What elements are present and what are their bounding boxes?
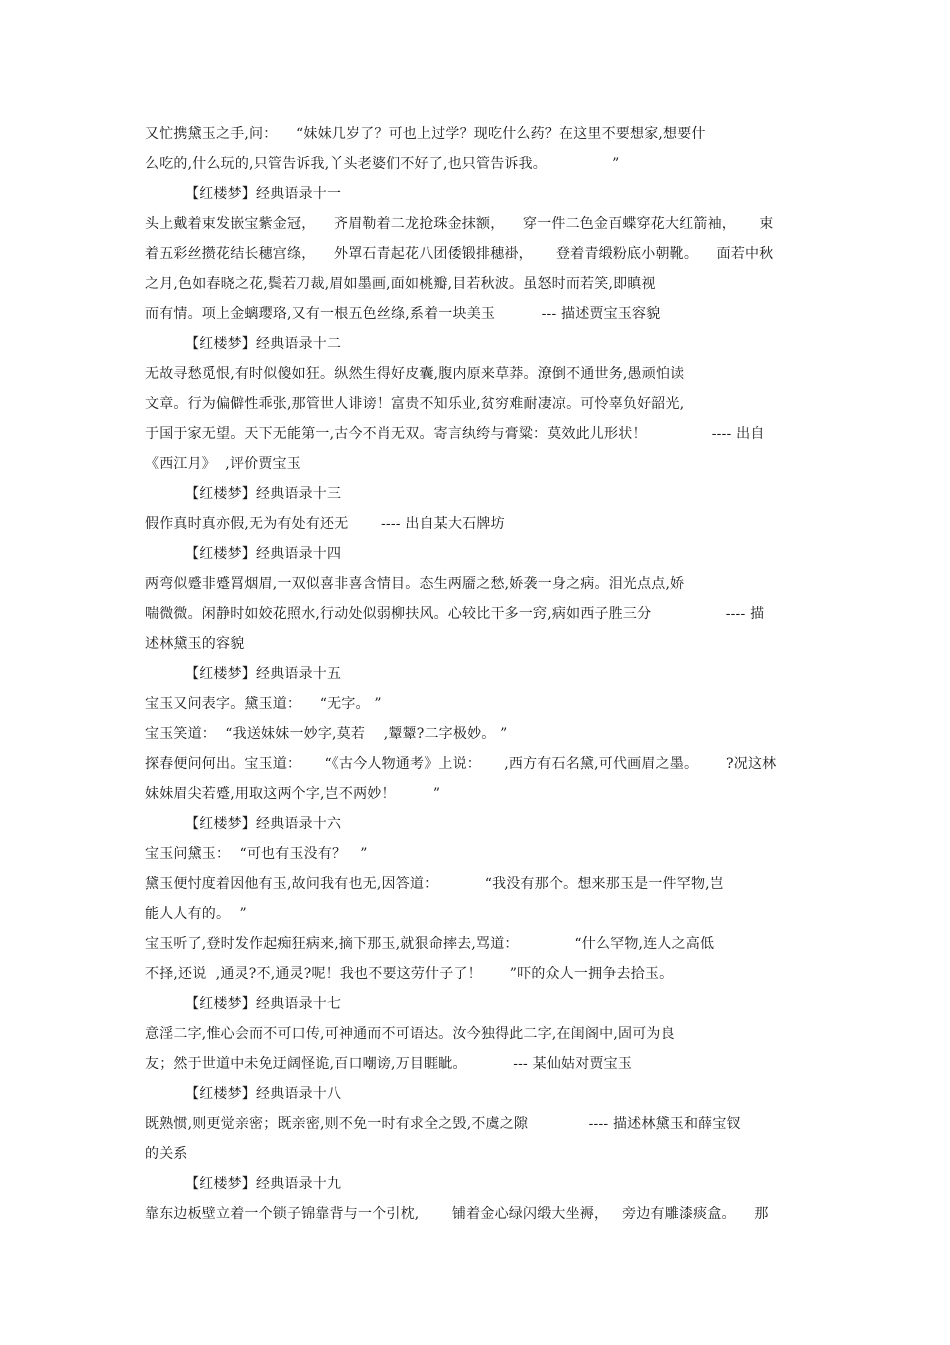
text-line: 喘微微。闲静时如姣花照水,行动处似弱柳扶风。心较比干多一窍,病如西子胜三分 ---- 描 bbox=[145, 606, 765, 622]
section-heading: 【红楼梦】经典语录十八 bbox=[185, 1086, 342, 1102]
text-line: 宝玉笑道： “我送妹妹一妙字,莫若 ,颦颦?二字极妙。 ” bbox=[145, 726, 508, 742]
text-line: 无故寻愁觅恨,有时似傻如狂。纵然生得好皮囊,腹内原来草莽。潦倒不通世务,愚顽怕读 bbox=[145, 366, 685, 382]
text-line: 意淫二字,惟心会而不可口传,可神通而不可语达。汝今独得此二字,在闺阁中,固可为良 bbox=[145, 1026, 675, 1042]
text-line: 假作真时真亦假,无为有处有还无 ---- 出自某大石牌坊 bbox=[145, 516, 505, 532]
text-line: 述林黛玉的容貌 bbox=[145, 636, 245, 652]
text-line: 探春便问何出。宝玉道： “《古今人物通考》上说： ,西方有石名黛,可代画眉之墨。 ?况这林 bbox=[145, 756, 777, 772]
text-line: 头上戴着束发嵌宝紫金冠， 齐眉勒着二龙抢珠金抹额， 穿一件二色金百蝶穿花大红箭袖， 束 bbox=[145, 216, 774, 232]
text-line: 友；然于世道中未免迂阔怪诡,百口嘲谤,万目睚眦。 --- 某仙姑对贾宝玉 bbox=[145, 1056, 633, 1072]
text-line: 宝玉问黛玉： “可也有玉没有？ ” bbox=[145, 846, 368, 862]
text-line: 不择,还说 ,通灵?不,通灵?呢！我也不要这劳什子了！ ”吓的众人一拥争去拾玉。 bbox=[145, 966, 674, 982]
text-line: 的关系 bbox=[145, 1146, 188, 1162]
text-line: 妹妹眉尖若蹙,用取这两个字,岂不两妙！ ” bbox=[145, 786, 441, 802]
text-line: 两弯似蹙非蹙罥烟眉,一双似喜非喜含情目。态生两靥之愁,娇袭一身之病。泪光点点,娇 bbox=[145, 576, 685, 592]
text-line: 着五彩丝攒花结长穗宫绦， 外罩石青起花八团倭锻排穗褂， 登着青缎粉底小朝靴。 面若中秋 bbox=[145, 246, 774, 262]
text-line: 么吃的,什么玩的,只管告诉我,丫头老婆们不好了,也只管告诉我。 ” bbox=[145, 156, 620, 172]
text-line: 而有情。项上金螭璎珞,又有一根五色丝绦,系着一块美玉 --- 描述贾宝玉容貌 bbox=[145, 306, 661, 322]
text-line: 黛玉便忖度着因他有玉,故问我有也无,因答道： “我没有那个。想来那玉是一件罕物,岂 bbox=[145, 876, 725, 892]
section-heading: 【红楼梦】经典语录十三 bbox=[185, 486, 342, 502]
section-heading: 【红楼梦】经典语录十四 bbox=[185, 546, 342, 562]
text-line: 能人人有的。 ” bbox=[145, 906, 247, 922]
text-line: 文章。行为偏僻性乖张,那管世人诽谤！富贵不知乐业,贫穷难耐凄凉。可怜辜负好韶光, bbox=[145, 396, 685, 412]
section-heading: 【红楼梦】经典语录十一 bbox=[185, 186, 342, 202]
text-line: 于国于家无望。天下无能第一,古今不肖无双。寄言纨绔与膏粱：莫效此儿形状！ ---- 出自 bbox=[145, 426, 765, 442]
section-heading: 【红楼梦】经典语录十七 bbox=[185, 996, 342, 1012]
text-line: 之月,色如春晓之花,鬓若刀裁,眉如墨画,面如桃瓣,目若秋波。虽怒时而若笑,即瞋视 bbox=[145, 276, 656, 292]
text-line: 既熟惯,则更觉亲密；既亲密,则不免一时有求全之毁,不虞之隙 ---- 描述林黛玉和薛宝钗 bbox=[145, 1116, 741, 1132]
section-heading: 【红楼梦】经典语录十六 bbox=[185, 816, 342, 832]
section-heading: 【红楼梦】经典语录十五 bbox=[185, 666, 342, 682]
text-line: 又忙携黛玉之手,问： “妹妹几岁了？可也上过学？现吃什么药？在这里不要想家,想要什 bbox=[145, 126, 706, 142]
section-heading: 【红楼梦】经典语录十二 bbox=[185, 336, 342, 352]
text-line: 宝玉听了,登时发作起痴狂病来,摘下那玉,就狠命摔去,骂道： “什么罕物,连人之高低 bbox=[145, 936, 715, 952]
text-line: 《西江月》 ,评价贾宝玉 bbox=[145, 456, 301, 472]
text-line: 靠东边板壁立着一个锁子锦靠背与一个引枕, 铺着金心绿闪缎大坐褥， 旁边有雕漆痰盒。 那 bbox=[145, 1206, 769, 1222]
section-heading: 【红楼梦】经典语录十九 bbox=[185, 1176, 342, 1192]
text-line: 宝玉又问表字。黛玉道： “无字。 ” bbox=[145, 696, 382, 712]
